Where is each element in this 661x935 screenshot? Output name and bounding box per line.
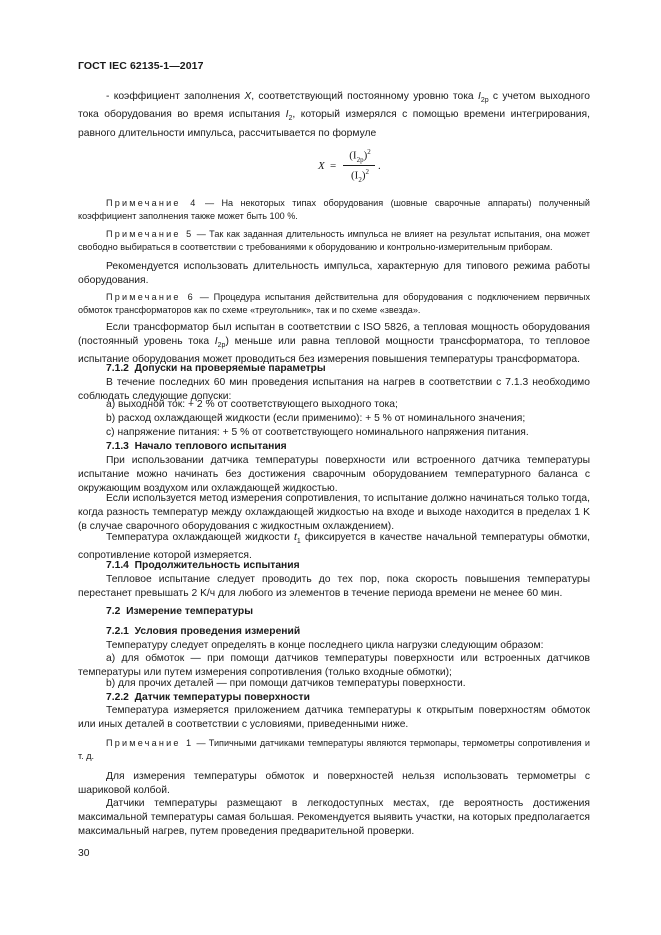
duty-factor-paragraph: - коэффициент заполнения X, соответствующий постоянному уровню тока $I_{2p}$ с учетом выходного тока оборудования во время испытания $I_2$, который измерялся с помощью времени интегрирования, равного длительности импульса, рассчитывается по формуле [78, 91, 590, 139]
section-7-1-2-text: В течение последних 60 мин проведения испытания на нагрев в соответствии с 7.1.3 необходимо соблюдать следующие допуски: [78, 377, 590, 403]
list-item: b) для прочих деталей — при помощи датчиков температуры поверхности. [106, 678, 466, 689]
note-5: Примечание 5 — Так как заданная длительность импульса не влияет на результат испытания, она может свободно выбираться в соответствии с требованиями к оборудованию и контрольно-измерительным приборам. [78, 229, 590, 252]
document-header: ГОСТ IEC 62135-1—2017 [78, 60, 204, 72]
section-7-2-1-text: Температуру следует определять в конце последнего цикла нагрузки следующим образом: [106, 640, 544, 651]
section-7-2-2-text: Температура измеряется приложением датчика температуры к открытым поверхностям обмоток или иных деталей в соответствии с условиями, приведенными ниже. [78, 705, 590, 731]
section-7-1-3-text-c: Температура охлаждающей жидкости $t_1$ фиксируется в качестве начальной температуры обмотки, сопротивление которой измеряется. [78, 532, 590, 562]
list-item: a) для обмоток — при помощи датчиков температуры поверхности или встроенных датчиков температуры или путем измерения сопротивления (только входные обмотки); [78, 653, 590, 679]
section-7-1-3-text-b: Если используется метод измерения сопротивления, то испытание должно начинаться только тогда, когда разность температур между охлаждающей жидкостью на входе и выходе находится в пределах 1 K (в случае сварочного оборудования с жидкостным охлаждением). [78, 493, 590, 533]
section-7-1-4-text: Тепловое испытание следует проводить до тех пор, пока скорость повышения температуры перестанет превышать 2 K/ч для любого из элементов в течение периода времени не менее 60 мин. [78, 574, 590, 600]
section-7-1-2-heading: 7.1.2 Допуски на проверяемые параметры [106, 363, 326, 374]
list-item: a) выходной ток: + 2 % от соответствующего выходного тока; [106, 399, 398, 410]
list-item: c) напряжение питания: + 5 % от соответствующего номинального напряжения питания. [106, 427, 529, 438]
page-number: 30 [78, 848, 90, 859]
sensor-placement-paragraph: Датчики температуры размещают в легкодоступных местах, где вероятность достижения максимальной температуры самая большая. Рекомендуется выявить участки, на которых предполагается максимальный нагрев, путем проведения предварительной проверки. [78, 798, 590, 838]
duty-factor-formula: X = $(I_{2p})^2$ $(I_2)^2$ . [318, 148, 381, 184]
note-1: Примечание 1 — Типичными датчиками температуры являются термопары, термометры сопротивления и т. д. [78, 738, 590, 761]
section-7-1-3-text-a: При использовании датчика температуры поверхности или встроенного датчика температуры испытание можно начинать без достижения сварочным оборудованием температурного баланса с окружающим воздухом или охлаждающей жидкостью. [78, 455, 590, 495]
list-item: b) расход охлаждающей жидкости (если применимо): + 5 % от номинального значения; [106, 413, 526, 424]
pulse-recommendation: Рекомендуется использовать длительность импульса, характерную для типового режима работы оборудования. [78, 261, 590, 287]
iso-paragraph: Если трансформатор был испытан в соответствии с ISO 5826, а тепловая мощность оборудования (постоянный уровень тока $I_{2p}$) меньше или равна тепловой мощности трансформатора, то тепловое испытание оборудования может проводиться без измерения повышения температуры трансформатора. [78, 322, 590, 366]
section-7-1-4-heading: 7.1.4 Продолжительность испытания [106, 560, 300, 571]
section-7-2-heading: 7.2 Измерение температуры [106, 606, 254, 617]
section-7-2-2-heading: 7.2.2 Датчик температуры поверхности [106, 692, 310, 703]
note-6: Примечание 6 — Процедура испытания действительна для оборудования с подключением первичных обмоток трансформаторов как по схеме «треугольник», так и по схеме «звезда». [78, 292, 590, 315]
thermometer-paragraph: Для измерения температуры обмоток и поверхностей нельзя использовать термометры с шариковой колбой. [78, 771, 590, 797]
note-4: Примечание 4 — На некоторых типах оборудования (шовные сварочные аппараты) полученный коэффициент заполнения также может быть 100 %. [78, 198, 590, 221]
section-7-1-3-heading: 7.1.3 Начало теплового испытания [106, 441, 287, 452]
section-7-2-1-heading: 7.2.1 Условия проведения измерений [106, 626, 301, 637]
